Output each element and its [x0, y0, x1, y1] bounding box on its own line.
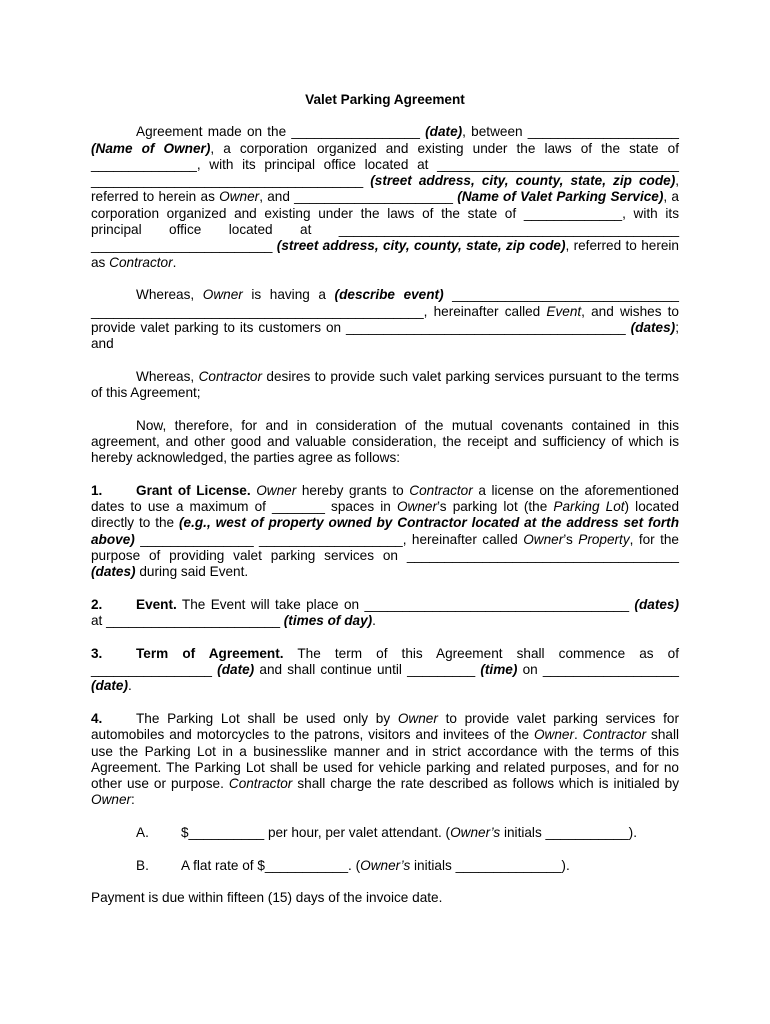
text-run: ; and [91, 319, 679, 352]
defined-term: Contractor [109, 254, 173, 270]
text-run: , referred to herein as [91, 238, 679, 270]
text-run: shall charge the rate described as follows which is initialed by [292, 776, 680, 792]
placeholder-label: (dates) [634, 596, 679, 612]
text-run: , referred to herein as [91, 173, 679, 205]
defined-term: Owner’s [360, 857, 411, 873]
text-run: initials ______________). [410, 857, 570, 873]
placeholder-label: (date) [217, 662, 255, 678]
text-run: . [372, 613, 376, 629]
text-run: Agreement made on the _________________ [136, 124, 426, 140]
text-run: The term of this Agreement shall commence as of ________________ [91, 645, 679, 678]
defined-term: Owner [523, 531, 564, 547]
item-letter: A. [136, 825, 149, 841]
section-parking-lot-use [91, 711, 679, 809]
section-heading: Grant of License. [136, 482, 251, 498]
text-run: : [131, 792, 135, 808]
whereas-event-paragraph [91, 287, 679, 352]
item-text [181, 858, 570, 873]
defined-term: Contractor [409, 482, 473, 498]
placeholder-label: (dates) [630, 319, 676, 335]
text-run: hereby grants to [296, 482, 410, 498]
text-run: ’s parking lot (the [437, 499, 554, 515]
defined-term: Owner [219, 189, 260, 205]
placeholder-label: (dates) [91, 564, 136, 580]
text-run: and shall continue until _________ [254, 662, 481, 678]
defined-term: Owner [202, 287, 243, 303]
now-therefore-paragraph: Now, therefore, for and in consideration of the mutual covenants contained in this agreement, and other good and valuable consideration, the receipt and sufficiency of which is hereby acknowledged, the parties agree as follows: [91, 417, 679, 466]
placeholder-label: (street address, city, county, state, zip code) [276, 238, 566, 254]
rate-item-hourly [136, 825, 679, 841]
placeholder-label: (times of day) [283, 613, 373, 629]
text-run: , and wishes to provide valet parking to its customers on _____________________________________ [91, 303, 679, 335]
text-run: _______________ ___________________, hereinafter called [134, 531, 524, 547]
rate-item-flat [136, 858, 679, 874]
section-number: 4. [91, 710, 103, 726]
document-page [91, 92, 679, 923]
defined-term: Owner [397, 710, 438, 726]
defined-term: Owner [91, 792, 132, 808]
payment-terms: Payment is due within fifteen (15) days of the invoice date. [91, 890, 443, 906]
placeholder-label: (Name of Owner) [91, 140, 211, 156]
text-run: , for the purpose of providing valet parking services on ____________________________________ [91, 531, 679, 564]
text-run: a license on the aforementioned dates to use a maximum of _______ spaces in [91, 482, 679, 515]
text-run: , and _____________________ [259, 189, 458, 205]
defined-term: Owner’s [450, 825, 501, 841]
text-run: at _______________________ [91, 613, 284, 629]
text-run: , a corporation organized and existing under the laws of the state of ______________, with its principal office located at ________________________________ ____________________________________ [91, 140, 680, 189]
text-run: A flat rate of $___________. ( [181, 857, 361, 873]
text-run: ’s [563, 531, 579, 547]
section-number: 3. [91, 645, 103, 661]
text-run: is having a [242, 287, 335, 303]
defined-term: Contractor [198, 368, 263, 384]
section-grant-of-license [91, 483, 679, 581]
section-number: 2. [91, 596, 103, 612]
placeholder-label: (e.g., west of property owned by Contractor located at the address set forth above) [91, 515, 679, 547]
placeholder-label: (Name of Valet Parking Service) [457, 189, 664, 205]
text-run: , between ____________________ [462, 124, 679, 140]
placeholder-label: (describe event) [334, 287, 444, 303]
defined-term: Owner [396, 499, 437, 515]
text-run: on __________________ [517, 662, 679, 678]
text-run: during said Event. [135, 564, 249, 580]
text-run: . [172, 254, 177, 270]
defined-term: Owner [533, 727, 574, 743]
defined-term: Parking Lot [553, 499, 625, 515]
placeholder-label: (date) [425, 124, 463, 140]
text-run: . [128, 678, 132, 694]
section-body [91, 597, 679, 628]
text-run: The Event will take place on ___________________________________ [176, 596, 635, 612]
defined-term: Owner [256, 482, 297, 498]
section-body [91, 646, 679, 694]
defined-term: Event [546, 303, 582, 319]
defined-term: Contractor [582, 727, 647, 743]
intro-paragraph [91, 124, 679, 271]
text-run: . [574, 727, 583, 743]
item-letter: B. [136, 857, 149, 873]
whereas-contractor-paragraph [91, 369, 679, 402]
text-run: shall use the Parking Lot in a businesslike manner and in strict accordance with the terms of this Agreement. The Parking Lot shall be used for vehicle parking and related purposes, and for no other use or purpose. [91, 727, 679, 792]
placeholder-label: (time) [480, 662, 518, 678]
section-heading: Term of Agreement. [136, 645, 284, 661]
section-number: 1. [91, 482, 103, 498]
item-text [181, 825, 637, 840]
section-term-of-agreement [91, 646, 679, 695]
text-run: Whereas, [136, 287, 203, 303]
text-run: Whereas, [136, 368, 199, 384]
text-run: ) located directly to the [91, 499, 680, 531]
section-body [91, 711, 679, 807]
text-run: desires to provide such valet parking services pursuant to the terms of this Agreement; [91, 368, 679, 401]
text-run: ______________________________ ____________________________________________, hereinafter called [91, 287, 679, 319]
defined-term: Contractor [228, 776, 293, 792]
text-run: to provide valet parking services for automobiles and motorcycles to the patrons, visitors and invitees of the [91, 710, 679, 743]
text-run: $__________ per hour, per valet attendant. ( [181, 825, 451, 841]
section-event [91, 597, 679, 630]
placeholder-label: (street address, city, county, state, zip code) [370, 173, 676, 189]
text-run: The Parking Lot shall be used only by [136, 710, 398, 726]
defined-term: Property [578, 531, 630, 547]
section-body [91, 483, 679, 579]
text-run: initials ___________). [500, 825, 637, 841]
section-heading: Event. [136, 596, 177, 612]
text-run: , a corporation organized and existing under the laws of the state of _____________, with its principal office located at _____________________________________________ ________________________ [91, 189, 679, 254]
document-title: Valet Parking Agreement [305, 92, 465, 107]
placeholder-label: (date) [91, 678, 129, 694]
